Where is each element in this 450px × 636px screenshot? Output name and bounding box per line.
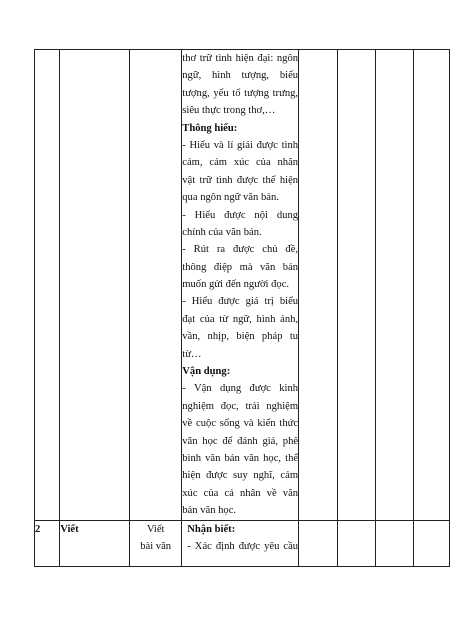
requirement-line: qua ngôn ngữ văn bản. bbox=[182, 192, 279, 204]
cell-level-2 bbox=[337, 520, 375, 566]
cell-skill bbox=[60, 50, 130, 521]
requirement-line: xúc của cá nhân về văn bbox=[182, 487, 299, 499]
requirement-line: bản văn học. bbox=[182, 505, 237, 517]
cell-requirements bbox=[182, 520, 299, 566]
table-row bbox=[35, 520, 450, 566]
cell-unit bbox=[130, 50, 182, 521]
cell-level-4 bbox=[414, 50, 450, 521]
unit-line: Viết bbox=[146, 523, 165, 535]
requirement-line: - Xác định được yêu cầu bbox=[187, 540, 299, 552]
requirement-line: vật trữ tình được thể hiện bbox=[182, 174, 299, 186]
cell-number bbox=[35, 520, 60, 566]
requirement-line: muốn gửi đến người đọc. bbox=[182, 279, 290, 291]
requirement-line: siêu thực trong thơ,… bbox=[182, 105, 276, 117]
requirement-line: ngữ, hình tượng, biểu bbox=[182, 70, 299, 82]
requirement-line: cảm, cảm xúc của nhân bbox=[182, 157, 299, 169]
requirement-line: chính của văn bản. bbox=[182, 226, 262, 238]
unit-line: bài văn bbox=[140, 540, 172, 552]
requirement-line: - Hiểu và lí giải được tình bbox=[182, 139, 299, 151]
requirement-line: thông điệp mà văn bản bbox=[182, 261, 299, 273]
cell-level-1 bbox=[299, 520, 337, 566]
cell-requirements bbox=[182, 50, 299, 521]
requirement-heading: Nhận biết: bbox=[187, 523, 236, 535]
row-number: 2 bbox=[35, 523, 41, 535]
cell-level-2 bbox=[337, 50, 375, 521]
cell-level-1 bbox=[299, 50, 337, 521]
requirement-line: từ… bbox=[182, 348, 202, 360]
cell-level-3 bbox=[375, 520, 413, 566]
cell-skill bbox=[60, 520, 130, 566]
requirement-line: - Vận dụng được kinh bbox=[182, 383, 299, 395]
requirement-line: tượng, yếu tố tượng trưng, bbox=[182, 87, 299, 99]
cell-number bbox=[35, 50, 60, 521]
requirement-line: hiện được suy nghĩ, cảm bbox=[182, 470, 299, 482]
specification-table bbox=[34, 49, 450, 567]
requirement-line: thơ trữ tình hiện đại: ngôn bbox=[182, 53, 299, 64]
requirement-line: vần, nhịp, biện pháp tu bbox=[182, 331, 299, 343]
requirement-line: - Hiểu được nội dung bbox=[182, 209, 299, 221]
cell-unit bbox=[130, 520, 182, 566]
cell-level-3 bbox=[375, 50, 413, 521]
requirement-line: đạt của từ ngữ, hình ảnh, bbox=[182, 313, 299, 325]
requirement-line: - Rút ra được chủ đề, bbox=[182, 244, 299, 256]
requirement-line: nghiệm đọc, trải nghiệm bbox=[182, 400, 299, 412]
requirement-heading: Vận dụng: bbox=[182, 366, 231, 378]
table-row bbox=[35, 50, 450, 521]
requirement-line: văn học để đánh giá, phê bbox=[182, 435, 299, 447]
requirement-line: - Hiểu được giá trị biểu bbox=[182, 296, 299, 308]
skill-label: Viết bbox=[60, 523, 79, 535]
requirement-heading: Thông hiểu: bbox=[182, 122, 238, 134]
cell-level-4 bbox=[414, 520, 450, 566]
requirement-line: bình văn bản văn học, thể bbox=[182, 452, 299, 464]
requirement-line: về cuộc sống và kiến thức bbox=[182, 418, 299, 430]
